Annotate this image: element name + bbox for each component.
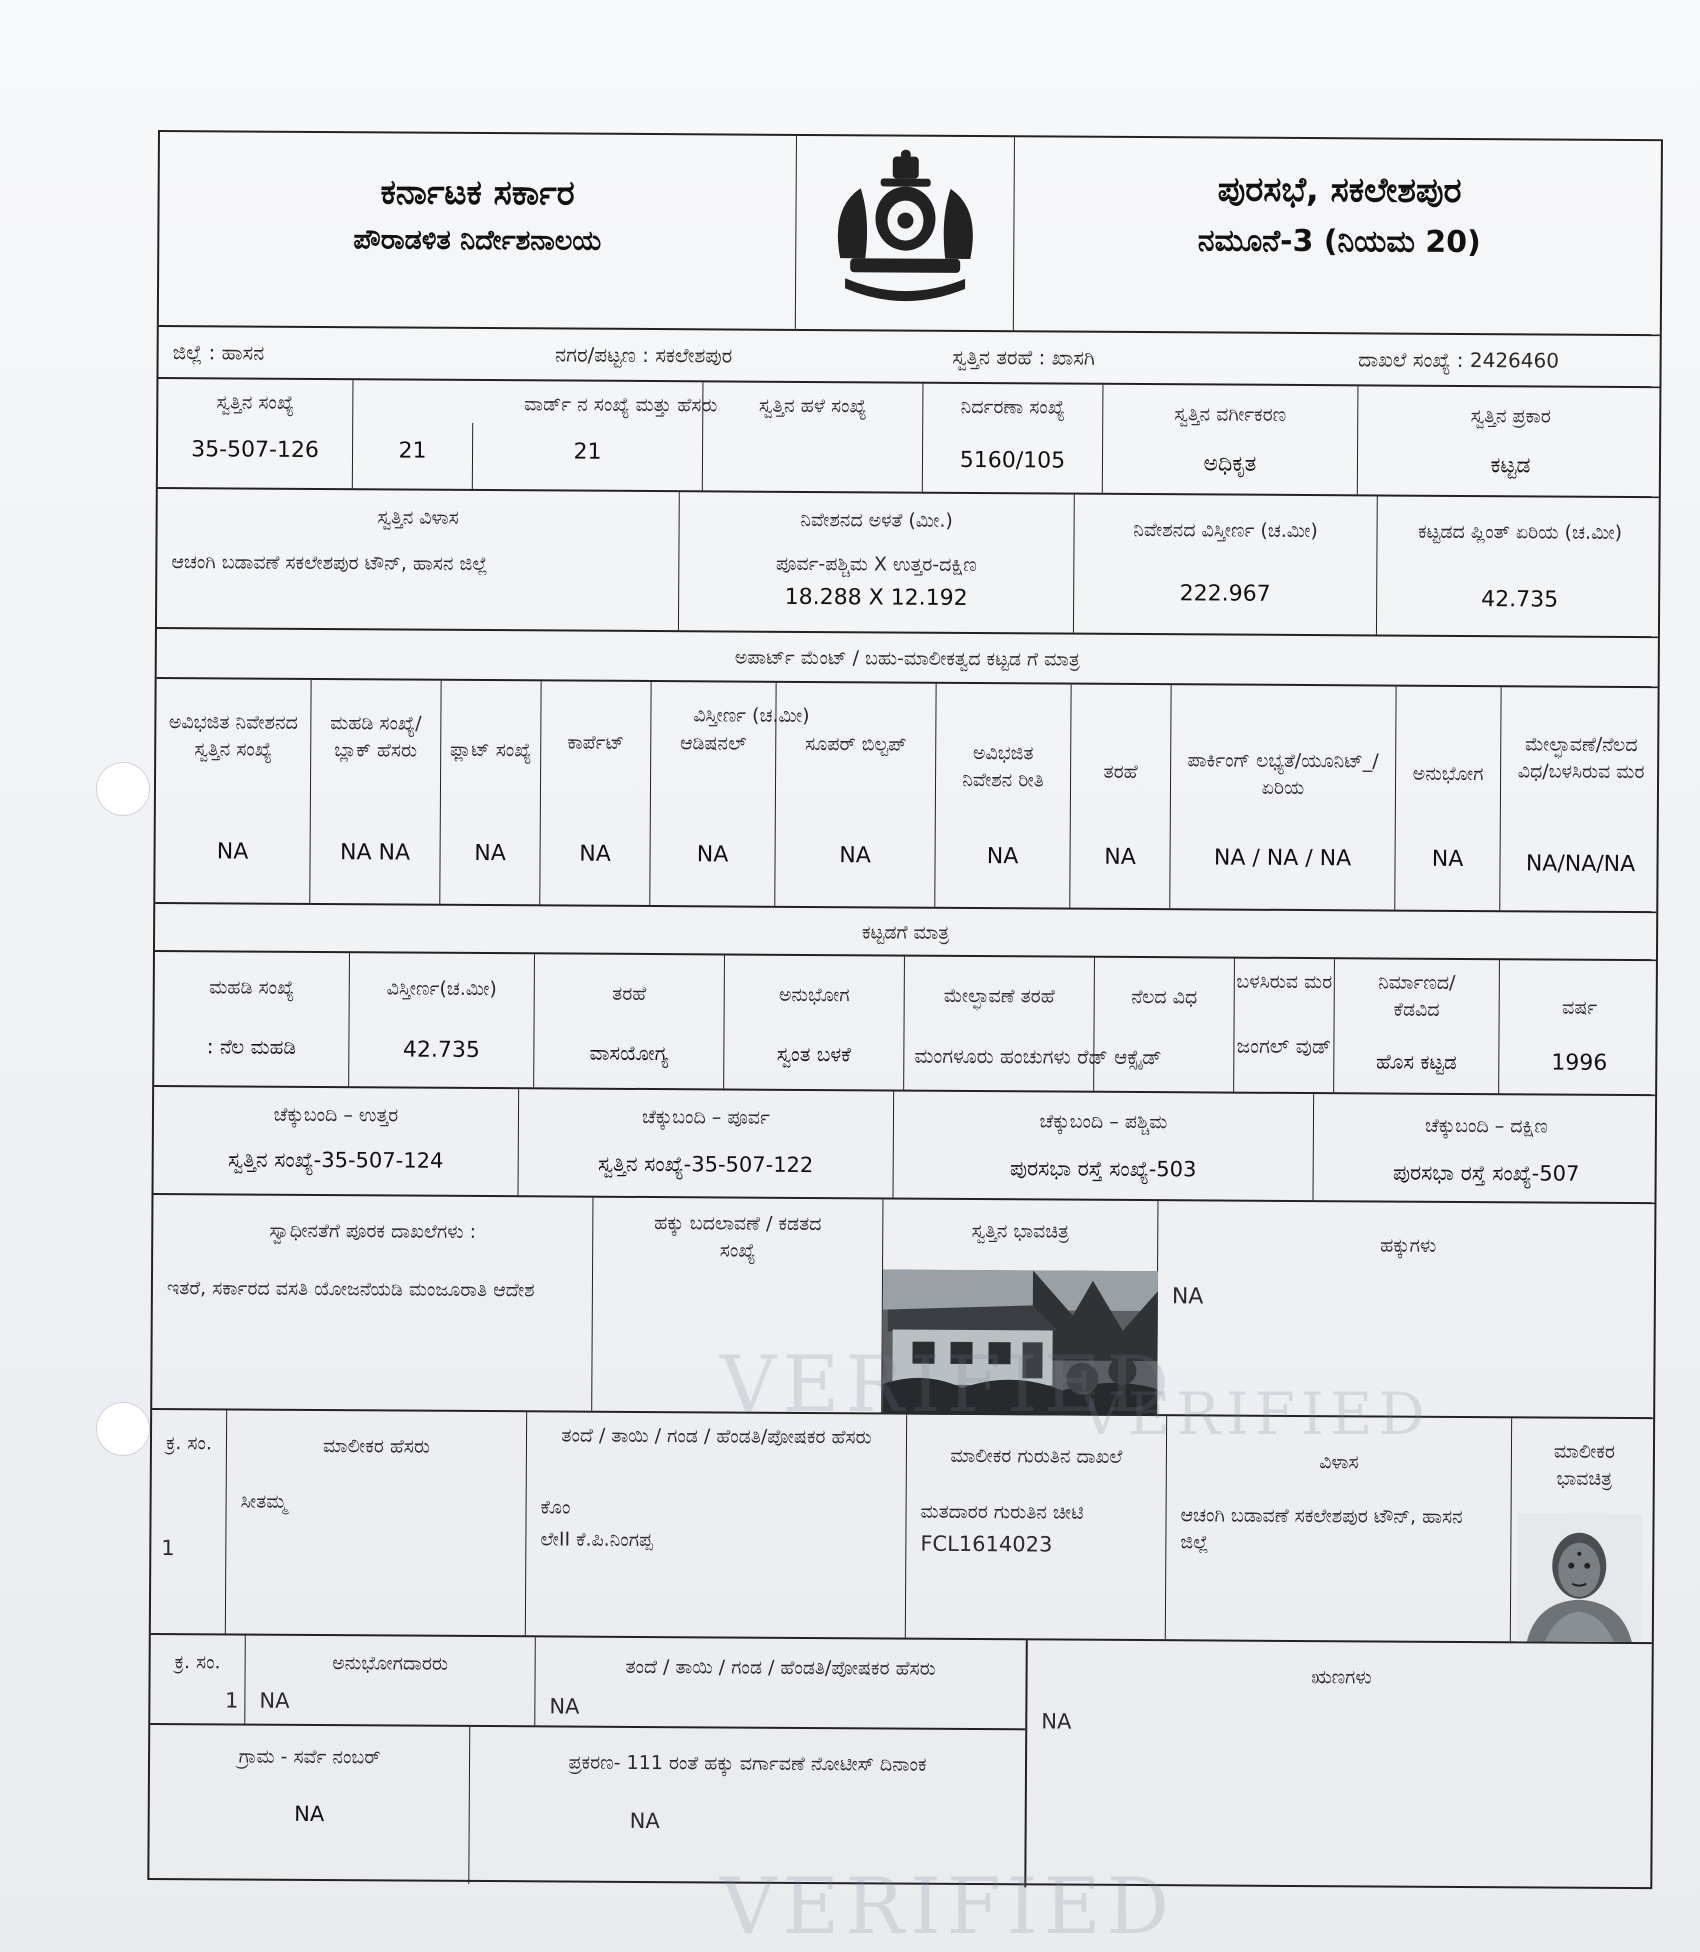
owner-name-label: ಮಾಲೀಕರ ಹೆಸರು [322, 1435, 431, 1458]
docs-cell [152, 1195, 593, 1411]
owner-id-cell [906, 1415, 1167, 1640]
bld-col-4 [904, 957, 1095, 1091]
building-row [154, 952, 1656, 1096]
owner-name-value: ಸೀತಮ್ಮ [240, 1490, 287, 1513]
bld-col-3 [724, 955, 905, 1089]
municipality-cell [1014, 137, 1665, 334]
owner-sl-cell [151, 1410, 227, 1633]
owner-relation-type: ಕೊಂ [540, 1496, 571, 1519]
occupant-name-label: ಅನುಭೋಗದಾರರು [332, 1652, 449, 1675]
owner-id-label: ಮಾಲೀಕರ ಗುರುತಿನ ದಾಖಲೆ [950, 1444, 1123, 1468]
gov-title: ಕರ್ನಾಟಕ ಸರ್ಕಾರ [380, 172, 575, 214]
form-header [159, 132, 1661, 336]
survey-no-label: ಗ್ರಾಮ - ಸರ್ವೆ ನಂಬರ್ [238, 1745, 381, 1769]
boundary-south-value: ಪುರಸಭಾ ರಸ್ತೆ ಸಂಖ್ಯೆ-507 [1392, 1160, 1580, 1186]
occupant-name-cell [245, 1636, 536, 1726]
verified-watermark: VERIFIED [1080, 1380, 1431, 1448]
punch-hole [96, 1402, 150, 1456]
owner-photo-cell [1511, 1418, 1657, 1642]
bld-label-7: ನಿರ್ಮಾಣದ/ ಕೆಡವಿದ [1378, 971, 1456, 1021]
survey-no-value: NA [294, 1801, 325, 1827]
plinth-area-value: 42.735 [1481, 587, 1559, 613]
boundary-north [154, 1087, 520, 1195]
verified-watermark: VERIFIED [720, 1862, 1176, 1952]
address-cell [157, 489, 680, 630]
old-no-cell [703, 382, 924, 491]
apt-label-3: ಕಾರ್ಪೆಟ್ [567, 731, 625, 754]
occupant-survey-block [149, 1635, 1651, 1891]
emblem-cell [796, 136, 1015, 330]
karnataka-emblem-icon [819, 148, 990, 309]
address-label: ಸ್ವತ್ತಿನ ವಿಳಾಸ [377, 506, 459, 529]
bld-col-2 [534, 954, 725, 1088]
record-number: ದಾಖಲೆ ಸಂಖ್ಯೆ : 2426460 [1358, 347, 1560, 373]
apt-value-2: NA [474, 840, 506, 867]
apt-label-7: ತರಹೆ [1103, 760, 1138, 783]
gov-subtitle: ಪೌರಾಡಳಿತ ನಿರ್ದೇಶನಾಲಯ [353, 224, 602, 257]
plinth-area-cell [1377, 496, 1663, 636]
rights-value: NA [1171, 1284, 1204, 1310]
apt-col-0 [155, 679, 311, 903]
bld-label-0: ಮಹಡಿ ಸಂಖ್ಯೆ [209, 976, 295, 999]
apt-value-0: NA [216, 839, 249, 865]
classification-label: ಸ್ವತ್ತಿನ ವರ್ಗೀಕರಣ [1174, 403, 1287, 426]
occupant-row [150, 1635, 1026, 1730]
municipality-title: ಪುರಸಭೆ, ಸಕಲೇಶಪುರ [1217, 169, 1462, 211]
owner-photo-label: ಮಾಲೀಕರ ಭಾವಚಿತ್ರ [1553, 1440, 1615, 1490]
property-form [147, 130, 1663, 1889]
property-photo-label: ಸ್ವತ್ತಿನ ಭಾವಚಿತ್ರ [971, 1219, 1069, 1243]
town: ನಗರ/ಪಟ್ಟಣ : ಸಕಲೇಶಪುರ [554, 342, 733, 368]
ward-no-value: 21 [398, 438, 427, 464]
apt-value-9: NA [1431, 846, 1464, 872]
apartment-row [155, 679, 1657, 913]
verified-watermark: VERIFIED [720, 1340, 1176, 1430]
category-label: ಸ್ವತ್ತಿನ ಪ್ರಕಾರ [1470, 405, 1551, 428]
owner-id-type: ಮತದಾರರ ಗುರುತಿನ ಚೀಟಿ [920, 1500, 1084, 1524]
occupant-sl-label: ಕ್ರ. ಸಂ. [174, 1651, 221, 1674]
apt-col-10 [1500, 687, 1661, 911]
bld-label-6: ಬಳಸಿರುವ ಮರ [1236, 970, 1333, 994]
category-value: ಕಟ್ಟಡ [1490, 453, 1531, 479]
category-cell [1358, 386, 1664, 496]
bld-col-6 [1234, 959, 1335, 1093]
bld-value-5 [1094, 1044, 1233, 1045]
apt-value-3: NA [579, 841, 611, 867]
bld-col-1 [349, 953, 535, 1087]
bld-col-8 [1499, 960, 1660, 1094]
apt-value-4: NA [696, 842, 729, 868]
survey-no-cell [149, 1725, 470, 1884]
apt-value-8: NA / NA / NA [1213, 845, 1352, 872]
boundary-east-label: ಚೆಕ್ಕುಬಂದಿ – ಪೂರ್ವ [642, 1105, 770, 1129]
bld-label-2: ತರಹೆ [612, 982, 647, 1005]
apt-label-1: ಮಹಡಿ ಸಂಖ್ಯೆ/ಬ್ಲಾಕ್ ಹೆಸರು [330, 712, 422, 762]
owner-relation-label: ತಂದೆ / ತಾಯಿ / ಗಂಡ / ಹೆಂಡತಿ/ಪೋಷಕರ ಹೆಸರು [561, 1424, 872, 1449]
boundaries-row [153, 1087, 1655, 1204]
site-area-value: 222.967 [1179, 581, 1271, 607]
owner-portrait [1517, 1513, 1643, 1642]
old-no-label: ಸ್ವತ್ತಿನ ಹಳೆ ಸಂಖ್ಯೆ [758, 394, 867, 418]
bld-label-3: ಅನುಭೋಗ [778, 983, 850, 1007]
apt-label-9: ಅನುಭೋಗ [1412, 762, 1484, 786]
apartment-title: ಅಪಾರ್ಟ್ ಮೆಂಟ್ / ಬಹು-ಮಾಲೀಕತ್ವದ ಕಟ್ಟಡ ಗೆ ಮಾತ್ರ [734, 646, 1080, 671]
apt-col-1 [310, 680, 441, 904]
occupant-relation-cell [535, 1637, 1026, 1728]
bld-value-6: ಜಂಗಲ್ ವುಡ್ [1236, 1033, 1332, 1059]
apt-label-10: ಮೇಲ್ಛಾವಣೆ/ನೆಲದ ವಿಧ/ಬಳಸಿರುವ ಮರ [1517, 733, 1645, 784]
owner-sl-label: ಕ್ರ. ಸಂ. [165, 1432, 213, 1455]
classification-value: ಅಧಿಕೃತ [1203, 451, 1257, 477]
plinth-area-label: ಕಟ್ಟಡದ ಪ್ಲಿಂತ್ ಏರಿಯ (ಚ.ಮೀ) [1417, 520, 1623, 544]
property-row [158, 379, 1660, 498]
bld-value-7: ಹೊಸ ಕಟ್ಟಡ [1375, 1049, 1457, 1074]
apt-value-5: NA [839, 843, 871, 869]
boundary-east [518, 1089, 894, 1197]
ward-label: ವಾರ್ಡ್ ನ ಸಂಖ್ಯೆ ಮತ್ತು ಹೆಸರು [524, 393, 718, 417]
apt-col-6 [935, 684, 1071, 908]
meta-row [158, 327, 1659, 388]
ward-name-value: 21 [573, 439, 602, 465]
address-value: ಆಚಂಗಿ ಬಡಾವಣೆ ಸಕಲೇಶಪುರ ಟೌನ್, ಹಾಸನ ಜಿಲ್ಲೆ [171, 551, 488, 576]
liabilities-value: NA [1041, 1709, 1072, 1734]
boundary-north-value: ಸ್ವತ್ತಿನ ಸಂಖ್ಯೆ-35-507-124 [227, 1147, 444, 1173]
liabilities-label: ಋಣಗಳು [1311, 1666, 1372, 1689]
gov-header-cell [159, 132, 797, 329]
apartment-title-row [157, 629, 1658, 688]
owner-name-cell [226, 1410, 527, 1635]
notice-date-label: ಪ್ರಕರಣ- 111 ರಂತೆ ಹಕ್ಕು ವರ್ಗಾವಣೆ ನೋಟೀಸ್ ದಿನಾಂಕ [568, 1751, 927, 1776]
apt-label-0: ಅವಿಭಜಿತ ನಿವೇಶನದ ಸ್ವತ್ತಿನ ಸಂಖ್ಯೆ [168, 711, 298, 761]
apt-label-8: ಪಾರ್ಕಿಂಗ್ ಲಭ್ಯತೆ/ಯೂನಿಟ್_/ಏರಿಯ [1187, 749, 1379, 800]
assessment-cell [923, 384, 1104, 493]
apt-value-7: NA [1104, 844, 1136, 870]
occupant-relation-value: NA [549, 1694, 580, 1719]
assessment-label: ನಿರ್ದರಣಾ ಸಂಖ್ಯೆ [960, 395, 1066, 419]
bld-value-4: ಮಂಗಳೂರು ಹಂಚುಗಳು ರೆಡ್ ಆಕ್ಸೈಡ್ [914, 1043, 1162, 1070]
apt-value-6: NA [986, 844, 1019, 870]
boundary-west-label: ಚೆಕ್ಕುಬಂದಿ – ಪಶ್ಚಿಮ [1039, 1110, 1168, 1134]
boundary-north-label: ಚೆಕ್ಕುಬಂದಿ – ಉತ್ತರ [273, 1103, 399, 1127]
assessment-value: 5160/105 [959, 447, 1066, 474]
bld-label-5: ನೆಲದ ವಿಧ [1131, 985, 1198, 1009]
bld-label-4: ಮೇಲ್ಛಾವಣೆ ತರಹೆ [943, 984, 1055, 1008]
property-no-label: ಸ್ವತ್ತಿನ ಸಂಖ್ಯೆ [216, 391, 295, 414]
bld-label-1: ವಿಸ್ತೀರ್ಣ(ಚ.ಮೀ) [386, 977, 497, 1001]
liabilities-cell [1024, 1640, 1655, 1891]
site-area-cell [1074, 495, 1378, 635]
bld-col-5 [1094, 958, 1235, 1092]
docs-value: ಇತರೆ, ಸರ್ಕಾರದ ವಸತಿ ಯೋಜನೆಯಡಿ ಮಂಜೂರಾತಿ ಆದೇಶ [166, 1277, 535, 1302]
district: ಜಿಲ್ಲೆ : ಹಾಸನ [172, 340, 265, 365]
apt-label-4: ಆಡಿಷನಲ್ [679, 732, 747, 755]
bld-col-0 [154, 952, 350, 1086]
file-no-label: ಹಕ್ಕು ಬದಲಾವಣೆ / ಕಡತದ ಸಂಖ್ಯೆ [654, 1212, 822, 1262]
apt-col-3 [540, 681, 651, 905]
boundary-south-label: ಚೆಕ್ಕುಬಂದಿ – ದಕ್ಷಿಣ [1424, 1114, 1548, 1138]
dimension-label: ನಿವೇಶನದ ಅಳತೆ (ಮೀ.) [800, 508, 953, 532]
occupant-name-value: NA [259, 1688, 290, 1713]
occupant-sl-cell [150, 1635, 246, 1724]
apt-value-10: NA/NA/NA [1525, 851, 1636, 878]
apt-label-2: ಫ್ಲಾಟ್ ಸಂಖ್ಯೆ [449, 738, 532, 762]
form-number: ನಮೂನೆ-3 (ನಿಯಮ 20) [1197, 223, 1481, 261]
bld-value-0: : ನೆಲ ಮಹಡಿ [206, 1034, 297, 1059]
dimension-axes: ಪೂರ್ವ-ಪಶ್ಚಿಮ X ಉತ್ತರ-ದಕ್ಷಿಣ [775, 552, 977, 577]
apt-value-1: NA NA [339, 840, 411, 866]
ward-no-cell [353, 422, 473, 491]
owner-relation-cell [526, 1412, 907, 1637]
dimension-cell [679, 492, 1075, 632]
property-no-cell [158, 379, 354, 488]
classification-cell [1103, 385, 1359, 495]
boundary-west-value: ಪುರಸಭಾ ರಸ್ತೆ ಸಂಖ್ಯೆ-503 [1009, 1156, 1197, 1182]
bld-label-8: ವರ್ಷ [1562, 996, 1598, 1019]
apt-col-4 [650, 682, 776, 906]
site-area-label: ನಿವೇಶನದ ವಿಸ್ತೀರ್ಣ (ಚ.ಮೀ) [1133, 518, 1318, 543]
owner-sl-value: 1 [161, 1536, 175, 1561]
apt-col-5 [775, 683, 936, 907]
owner-address-value: ಆಚಂಗಿ ಬಡಾವಣೆ ಸಕಲೇಶಪುರ ಟೌನ್, ಹಾಸನ ಜಿಲ್ಲೆ [1180, 1504, 1463, 1554]
old-no-value [703, 440, 922, 441]
apt-label-5: ಸೂಪರ್ ಬಿಲ್ಟಪ್ [804, 732, 907, 756]
address-row [157, 489, 1659, 638]
apt-col-7 [1070, 685, 1171, 909]
dimension-value: 18.288 X 12.192 [784, 584, 968, 611]
docs-label: ಸ್ವಾಧೀನತೆಗೆ ಪೂರಕ ದಾಖಲೆಗಳು : [269, 1219, 477, 1243]
boundary-south [1313, 1094, 1659, 1202]
bld-col-7 [1334, 959, 1500, 1093]
bld-value-8: 1996 [1551, 1050, 1608, 1076]
apt-label-6: ಅವಿಭಜಿತ ನಿವೇಶನ ರೀತಿ [962, 741, 1044, 792]
building-title: ಕಟ್ಟಡಗೆ ಮಾತ್ರ [861, 921, 950, 944]
property-type: ಸ್ವತ್ತಿನ ತರಹೆ : ಖಾಸಗಿ [952, 344, 1095, 370]
apt-col-9 [1395, 687, 1501, 911]
boundary-east-value: ಸ್ವತ್ತಿನ ಸಂಖ್ಯೆ-35-507-122 [597, 1151, 814, 1178]
apt-col-8 [1170, 685, 1396, 909]
owner-relation-name: ಲೇII ಕೆ.ಪಿ.ನಿಂಗಪ್ಪ [540, 1528, 653, 1552]
occupant-relation-label: ತಂದೆ / ತಾಯಿ / ಗಂಡ / ಹೆಂಡತಿ/ಪೋಷಕರ ಹೆಸರು [625, 1655, 936, 1680]
rights-label: ಹಕ್ಕುಗಳು [1380, 1234, 1437, 1257]
owner-id-number: FCL1614023 [920, 1531, 1053, 1557]
boundary-west [893, 1092, 1314, 1201]
apt-col-2 [440, 681, 541, 905]
apt-area-group-label: ವಿಸ್ತೀರ್ಣ (ಚ.ಮೀ) [693, 704, 810, 727]
ward-name-cell [473, 381, 704, 490]
owner-address-label: ವಿಳಾಸ [1319, 1451, 1359, 1474]
notice-date-value: NA [629, 1808, 660, 1834]
occupant-sl-value: 1 [224, 1688, 239, 1713]
property-no-value: 35-507-126 [191, 437, 320, 463]
bld-value-2: ವಾಸಯೋಗ್ಯ [589, 1040, 669, 1066]
punch-hole [96, 762, 150, 816]
bld-value-1: 42.735 [402, 1037, 480, 1063]
owner-address-cell [1166, 1416, 1512, 1641]
bld-value-3: ಸ್ವಂತ ಬಳಕೆ [776, 1041, 852, 1067]
